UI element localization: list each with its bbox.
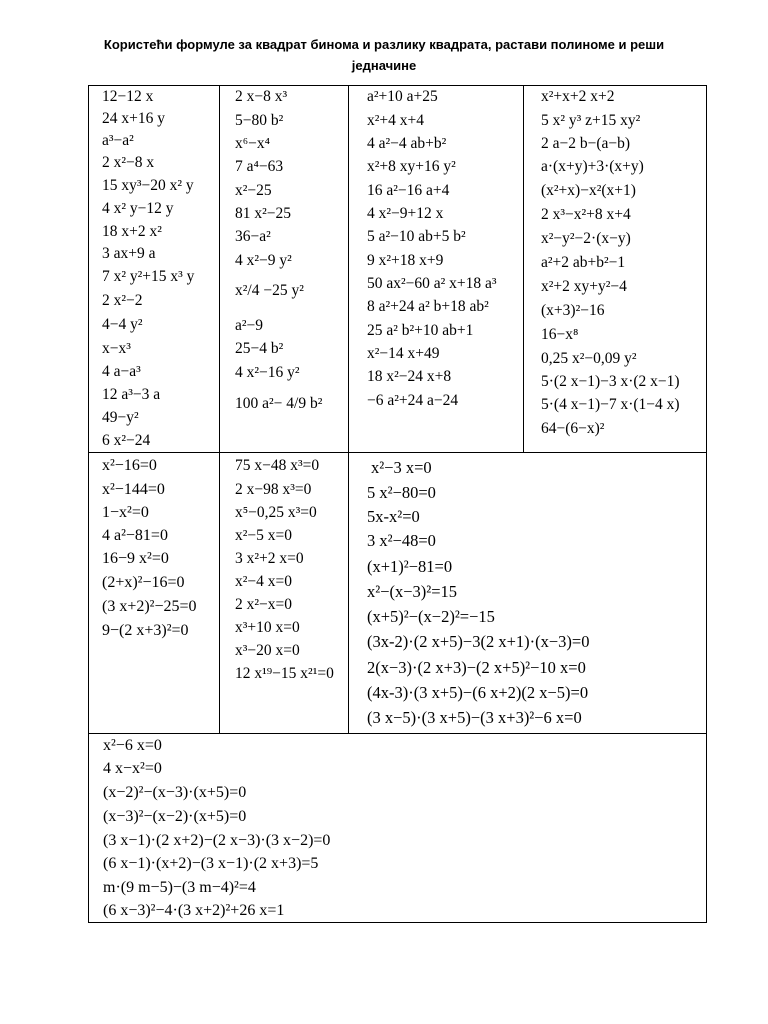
expression: 2 a−2 b−(a−b) xyxy=(541,135,631,152)
expression: x²−5 x=0 xyxy=(235,527,293,544)
expression: 2 x³−x²+8 x+4 xyxy=(541,206,631,223)
expression: 18 x+2 x² xyxy=(102,223,162,240)
expression: x²−16=0 xyxy=(102,457,157,474)
expression: x²−25 xyxy=(235,182,272,199)
expression: 5x-x²=0 xyxy=(367,507,420,526)
expression: 5·(2 x−1)−3 x·(2 x−1) xyxy=(541,373,680,390)
expression: (3 x−1)·(2 x+2)−(2 x−3)·(3 x−2)=0 xyxy=(103,832,331,849)
expression: 6 x²−24 xyxy=(102,432,151,449)
expression: 3 ax+9 a xyxy=(102,245,156,262)
expression: 49−y² xyxy=(102,409,139,426)
expression: 16−9 x²=0 xyxy=(102,550,169,567)
expression: 5−80 b² xyxy=(235,112,284,129)
expression: (2+x)²−16=0 xyxy=(102,574,185,591)
expression: 25−4 b² xyxy=(235,340,284,357)
equations-column-3 xyxy=(349,453,706,733)
expression: 7 a⁴−63 xyxy=(235,158,284,175)
expression: 18 x²−24 x+8 xyxy=(367,368,452,385)
expression: x²+x+2 x+2 xyxy=(541,88,615,105)
expression: x³−20 x=0 xyxy=(235,642,300,659)
expression: (6 x−1)·(x+2)−(3 x−1)·(2 x+3)=5 xyxy=(103,855,319,872)
expression: (x²+x)−x²(x+1) xyxy=(541,182,636,199)
expression: a³−a² xyxy=(102,132,134,149)
expression: 24 x+16 y xyxy=(102,110,165,127)
expression: 25 a² b²+10 ab+1 xyxy=(367,322,474,339)
expression: x−x³ xyxy=(102,340,131,357)
expression: 4 a−a³ xyxy=(102,363,141,380)
expression: −6 a²+24 a−24 xyxy=(367,392,459,409)
expression: (x+3)²−16 xyxy=(541,302,605,319)
expression: a²+2 ab+b²−1 xyxy=(541,254,626,271)
expression: 4 x²−9+12 x xyxy=(367,205,444,222)
expression: m·(9 m−5)−(3 m−4)²=4 xyxy=(103,879,256,896)
equations-column-1 xyxy=(89,453,219,733)
expression: (x+5)²−(x−2)²=−15 xyxy=(367,607,495,626)
expression: x²+4 x+4 xyxy=(367,112,425,129)
expression: 2(x−3)·(2 x+3)−(2 x+5)²−10 x=0 xyxy=(367,658,586,677)
expression: (4x-3)·(3 x+5)−(6 x+2)(2 x−5)=0 xyxy=(367,683,589,702)
expression: 4 x−x²=0 xyxy=(103,760,162,777)
expression: 4−4 y² xyxy=(102,316,143,333)
expression: 9−(2 x+3)²=0 xyxy=(102,622,189,639)
expression: 1−x²=0 xyxy=(102,504,149,521)
expression: (x−2)²−(x−3)·(x+5)=0 xyxy=(103,784,247,801)
expression: 81 x²−25 xyxy=(235,205,292,222)
expression: 12−12 x xyxy=(102,88,154,105)
expression: x⁵−0,25 x³=0 xyxy=(235,504,317,521)
polynomials-column-4 xyxy=(524,86,706,452)
expression: 7 x² y²+15 x³ y xyxy=(102,268,195,285)
expression: (6 x−3)²−4·(3 x+2)²+26 x=1 xyxy=(103,902,285,919)
expression: a²+10 a+25 xyxy=(367,88,438,105)
expression: x²+2 xy+y²−4 xyxy=(541,278,627,295)
expression: 2 x−98 x³=0 xyxy=(235,481,312,498)
expression: 4 x²−9 y² xyxy=(235,252,292,269)
expression: 15 xy³−20 x² y xyxy=(102,177,194,194)
expression: 36−a² xyxy=(235,228,271,245)
expression: x⁶−x⁴ xyxy=(235,135,271,152)
expression: 3 x²+2 x=0 xyxy=(235,550,304,567)
polynomials-column-3 xyxy=(349,86,523,452)
expression: x²−3 x=0 xyxy=(371,458,432,477)
expression: x³+10 x=0 xyxy=(235,619,300,636)
expression: x²+8 xy+16 y² xyxy=(367,158,456,175)
expression: x²−4 x=0 xyxy=(235,573,293,590)
expression: a²−9 xyxy=(235,317,264,334)
expression: 12 a³−3 a xyxy=(102,386,161,403)
expression: x²−(x−3)²=15 xyxy=(367,582,458,601)
equations-bottom xyxy=(89,734,706,922)
expression: 50 ax²−60 a² x+18 a³ xyxy=(367,275,497,292)
expression: (3x-2)·(2 x+5)−3(2 x+1)·(x−3)=0 xyxy=(367,632,590,651)
expression: 5 a²−10 ab+5 b² xyxy=(367,228,466,245)
expression: x²−144=0 xyxy=(102,481,165,498)
expression: 100 a²− 4/9 b² xyxy=(235,395,323,412)
expression: x²−6 x=0 xyxy=(103,737,162,754)
expression: a·(x+y)+3·(x+y) xyxy=(541,158,644,175)
expression: 8 a²+24 a² b+18 ab² xyxy=(367,298,489,315)
expression: x²−y²−2·(x−y) xyxy=(541,230,631,247)
expression: 3 x²−48=0 xyxy=(367,531,436,550)
expression: 75 x−48 x³=0 xyxy=(235,457,320,474)
expression: 64−(6−x)² xyxy=(541,420,605,437)
expression: 4 x² y−12 y xyxy=(102,200,174,217)
equations-column-2 xyxy=(220,453,348,733)
expression: 12 x¹⁹−15 x²¹=0 xyxy=(235,665,334,682)
expression: 5·(4 x−1)−7 x·(1−4 x) xyxy=(541,396,680,413)
expression: 16 a²−16 a+4 xyxy=(367,182,450,199)
expression: 2 x²−2 xyxy=(102,292,143,309)
expression: 16−x⁸ xyxy=(541,326,579,343)
expression: (x−3)²−(x−2)·(x+5)=0 xyxy=(103,808,247,825)
expression: (x+1)²−81=0 xyxy=(367,557,453,576)
expression: 2 x−8 x³ xyxy=(235,88,288,105)
expression: 5 x² y³ z+15 xy² xyxy=(541,112,641,129)
expression: 4 x²−16 y² xyxy=(235,364,300,381)
expression: 2 x²−8 x xyxy=(102,154,155,171)
exercise-table xyxy=(88,85,707,923)
expression: 4 a²−81=0 xyxy=(102,527,168,544)
page-title: Користећи формуле за квадрат бинома и разлику квадрата, растави полиноме и реши једначине xyxy=(103,37,665,73)
polynomials-column-1 xyxy=(89,86,219,452)
expression: 5 x²−80=0 xyxy=(367,483,436,502)
expression: (3 x+2)²−25=0 xyxy=(102,598,197,615)
expression: 4 a²−4 ab+b² xyxy=(367,135,447,152)
expression: 0,25 x²−0,09 y² xyxy=(541,350,637,367)
expression: x²/4 −25 y² xyxy=(235,282,304,299)
expression: x²−14 x+49 xyxy=(367,345,440,362)
expression: 9 x²+18 x+9 xyxy=(367,252,444,269)
expression: (3 x−5)·(3 x+5)−(3 x+3)²−6 x=0 xyxy=(367,708,582,727)
expression: 2 x²−x=0 xyxy=(235,596,293,613)
polynomials-column-2 xyxy=(220,86,348,452)
